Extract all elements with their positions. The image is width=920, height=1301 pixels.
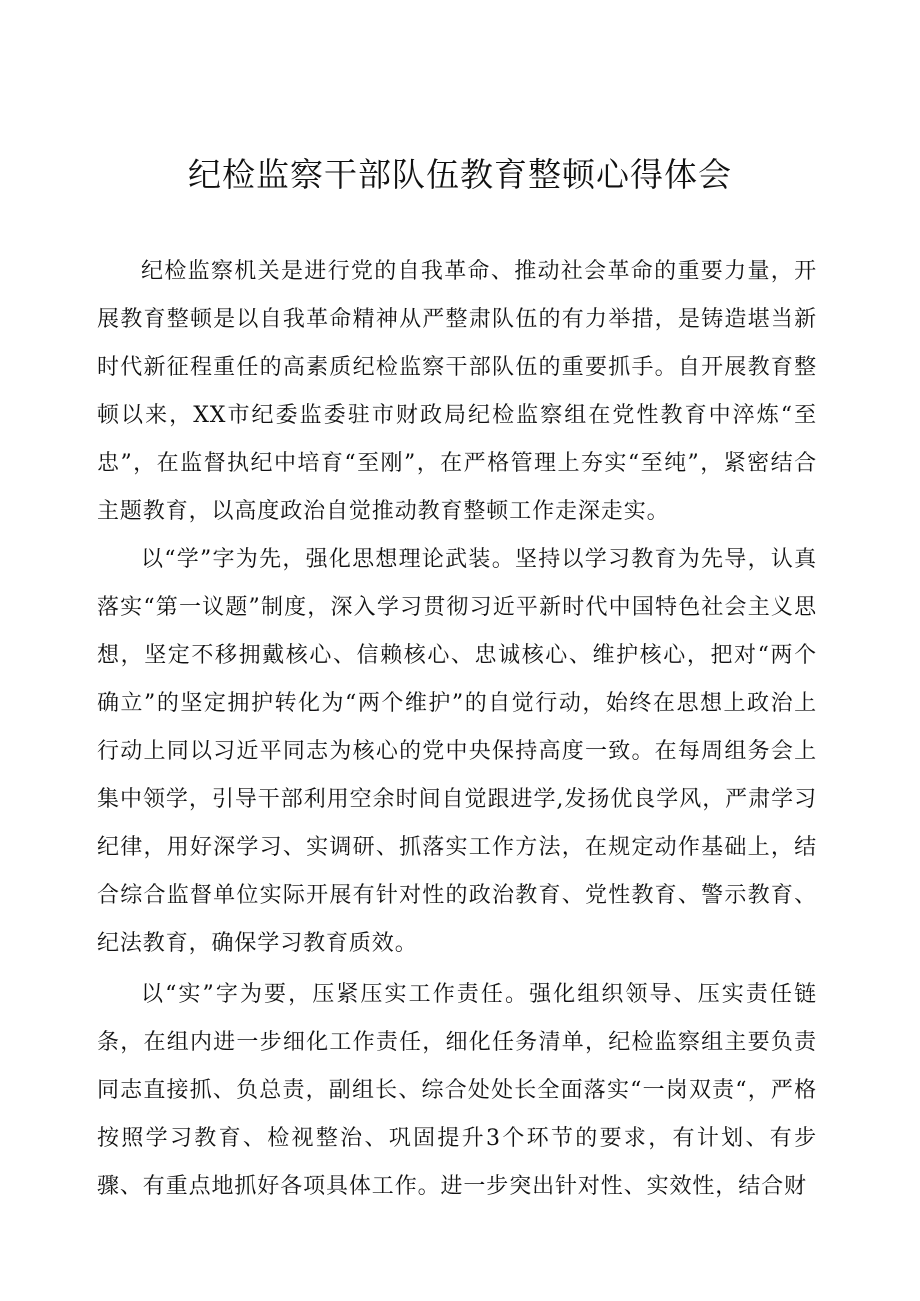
paragraph-study: 以“学”字为先，强化思想理论武装。坚持以学习教育为先导，认真落实“第一议题”制度，深入学习贯彻习近平新时代中国特色社会主义思想，坚定不移拥戴核心、信赖核心、忠诚核心、维护核心，把对“两个确立”的坚定拥护转化为“两个维护”的自觉行动，始终在思想上政治上行动上同以习近平同志为核心的党中央保持高度一致。在每周组务会上集中领学，引导干部利用空余时间自觉跟进学,发扬优良学风，严肃学习纪律，用好深学习、实调研、抓落实工作方法，在规定动作基础上，结合综合监督单位实际开展有针对性的政治教育、党性教育、警示教育、纪法教育，确保学习教育质效。 [97, 547, 817, 956]
document-body [97, 248, 817, 1211]
paragraph-intro: 纪检监察机关是进行党的自我革命、推动社会革命的重要力量，开展教育整顿是以自我革命精神从严整肃队伍的有力举措，是铸造堪当新时代新征程重任的高素质纪检监察干部队伍的重要抓手。自开展教育整顿以来，XX市纪委监委驻市财政局纪检监察组在党性教育中淬炼“至忠”，在监督执纪中培育“至刚”，在严格管理上夯实“至纯”，紧密结合主题教育，以高度政治自觉推动教育整顿工作走深走实。 [97, 259, 817, 524]
document-title: 纪检监察干部队伍教育整顿心得体会 [188, 155, 732, 194]
paragraph-responsibility: 以“实”字为要，压紧压实工作责任。强化组织领导、压实责任链条，在组内进一步细化工作责任，细化任务清单，纪检监察组主要负责同志直接抓、负总责，副组长、综合处处长全面落实“一岗双责“，严格按照学习教育、检视整治、巩固提升3个环节的要求，有计划、有步骤、有重点地抓好各项具体工作。进一步突出针对性、实效性，结合财 [97, 982, 817, 1199]
